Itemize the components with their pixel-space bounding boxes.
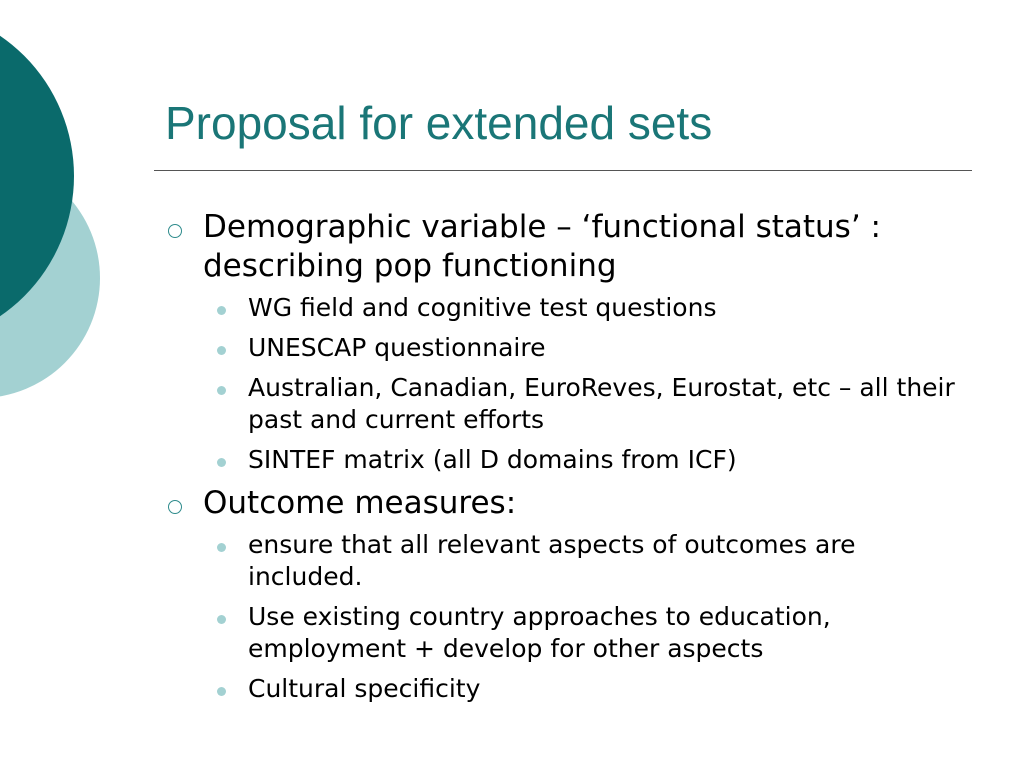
bullet-text: Australian, Canadian, EuroReves, Eurostat, etc – all their past and current efforts (248, 373, 955, 434)
sub-bullet-list (165, 292, 965, 476)
bullet-level1 (165, 484, 965, 523)
bullet-text: SINTEF matrix (all D domains from ICF) (248, 445, 737, 474)
dot-bullet-icon (217, 346, 226, 355)
bullet-level2 (165, 601, 965, 665)
bullet-text: Cultural specificity (248, 674, 481, 703)
bullet-text: Use existing country approaches to education, employment + develop for other aspects (248, 602, 831, 663)
dot-bullet-icon (217, 386, 226, 395)
slide-body (165, 208, 965, 713)
dot-bullet-icon (217, 306, 226, 315)
bullet-text: Demographic variable – ‘functional status’ : describing pop functioning (203, 209, 881, 284)
bullet-level2 (165, 332, 965, 364)
title-divider (154, 170, 972, 171)
hollow-circle-bullet-icon (168, 224, 182, 238)
dot-bullet-icon (217, 458, 226, 467)
bullet-level2 (165, 444, 965, 476)
dot-bullet-icon (217, 615, 226, 624)
slide-title: Proposal for extended sets (165, 97, 713, 149)
bullet-level2 (165, 292, 965, 324)
bullet-text: UNESCAP questionnaire (248, 333, 546, 362)
dot-bullet-icon (217, 687, 226, 696)
bullet-level2 (165, 372, 965, 436)
bullet-text: WG field and cognitive test questions (248, 293, 717, 322)
hollow-circle-bullet-icon (168, 500, 182, 514)
bullet-level1 (165, 208, 965, 286)
bullet-level2 (165, 673, 965, 705)
dot-bullet-icon (217, 543, 226, 552)
sub-bullet-list (165, 529, 965, 705)
bullet-text: ensure that all relevant aspects of outcomes are included. (248, 530, 856, 591)
bullet-text: Outcome measures: (203, 485, 517, 521)
bullet-level2 (165, 529, 965, 593)
